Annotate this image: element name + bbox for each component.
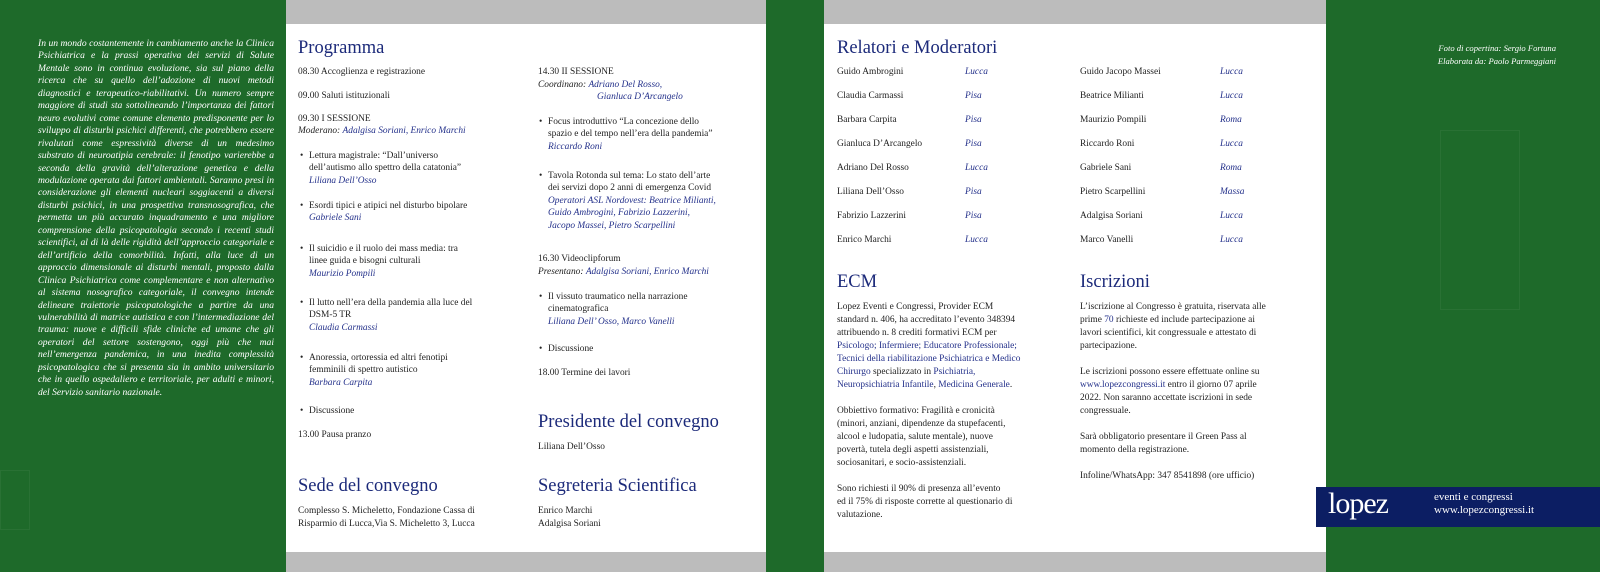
sede-title: Sede del convegno: [298, 476, 438, 496]
ecm-connector: .: [1009, 380, 1013, 390]
bullet-text: • Focus introduttivo “La concezione dello: [548, 117, 699, 127]
speaker-row-name: Barbara Carpita: [837, 115, 897, 125]
ecm-objective: sociosanitari, e socio-assistenziali.: [837, 458, 967, 468]
speaker-row-city: Pisa: [965, 91, 982, 101]
speaker-row-name: Claudia Carmassi: [837, 91, 904, 101]
speaker-name: Operatori ASL Nordovest: Beatrice Milianti,: [548, 195, 716, 206]
bullet-text: cinematografica: [548, 304, 609, 315]
schedule-item: 13.00 Pausa pranzo: [298, 430, 372, 440]
iscrizioni-text: [1080, 314, 1255, 326]
speaker-name: Barbara Carpita: [309, 377, 373, 388]
bullet-text: linee guida e bisogni culturali: [309, 256, 421, 267]
ecm-requirement: valutazione.: [837, 510, 883, 520]
speaker-name: Liliana Dell’Osso: [309, 175, 377, 186]
speaker-row-name: Enrico Marchi: [837, 235, 892, 245]
ecm-text: Lopez Eventi e Congressi, Provider ECM: [837, 302, 994, 312]
ecm-profession: Psicologo;: [837, 341, 879, 351]
ecm-objective: povertà, tutela degli aspetti assistenziali,: [837, 445, 989, 455]
presenters-label: Presentano:: [538, 267, 584, 277]
speaker-row-name: Fabrizio Lazzerini: [837, 211, 906, 221]
bullet-text: • Lettura magistrale: “Dall’universo: [309, 151, 439, 161]
ecm-requirement: Sono richiesti il 90% di presenza all’evento: [837, 484, 1001, 494]
logo-line: www.lopezcongressi.it: [1434, 503, 1535, 516]
decorative-frame: [0, 470, 30, 530]
bullet-text: femminili di spettro autistico: [309, 365, 418, 376]
photo-credits: [1438, 42, 1556, 67]
schedule-item: 08.30 Accoglienza e registrazione: [298, 67, 426, 77]
iscrizioni-title: Iscrizioni: [1080, 272, 1150, 292]
speaker-name: Gabriele Sani: [309, 213, 362, 224]
credit-line: Elaborata da: Paolo Parmeggiani: [1437, 55, 1556, 66]
speaker-row-name: Adalgisa Soriani: [1080, 211, 1143, 221]
speaker-row-city: Pisa: [965, 115, 982, 125]
speaker-row-city: Roma: [1220, 163, 1242, 173]
schedule-item: 16.30 Videoclipforum: [538, 254, 621, 264]
iscrizioni-text: Sarà obbligatorio presentare il Green Pass al: [1080, 432, 1247, 442]
bullet-text: DSM-5 TR: [309, 310, 352, 321]
center-green-strip: [766, 0, 824, 572]
speaker-row-name: Liliana Dell’Osso: [837, 187, 904, 197]
program-bullet: [548, 343, 593, 355]
speaker-row-name: Maurizio Pompili: [1080, 115, 1147, 125]
speaker-row-city: Lucca: [1220, 139, 1243, 149]
bullet-text: • Discussione: [309, 406, 355, 416]
coordinators-label: Coordinano:: [538, 80, 587, 90]
speaker-row-city: Lucca: [1220, 211, 1243, 221]
coordinators-name: Gianluca D’Arcangelo: [597, 92, 683, 102]
bullet-text: • Il lutto nell’era della pandemia alla luce del: [309, 298, 473, 308]
bullet-text: • Anoressia, ortoressia ed altri fenotipi: [309, 353, 448, 363]
ecm-text: [837, 366, 975, 378]
moderators-line: [298, 125, 466, 137]
presenters-names: Adalgisa Soriani, Enrico Marchi: [585, 267, 709, 277]
program-bullet: [309, 297, 472, 334]
bullet-text: • Il suicidio e il ruolo dei mass media: tra: [309, 244, 458, 254]
intro-paragraph: In un mondo costantemente in cambiamento anche la Clinica Psichiatrica e la prassi operativa dei servizi di Salute Mentale sono in continua evoluzione, sia sul piano della ricerca che su quello dell’adozione di nuovi metodi diagnostici e terapeutico-riabilitativi. Un numero sempre maggiore di studi sta sottolineando l’importanza dei fattori neuro evolutivi come comune elemento predisponente per lo sviluppo di disturbi psichici differenti, che potrebbero essere rivalutati come espressività diverse di un medesimo substrato di neuroatipia cerebrale: il fenotipo varierebbe a seconda della gravità dell’alterazione genetica e della modulazione operata dai fattori ambientali. Saranno presi in considerazione gli elementi nucleari soggiacenti a diversi disturbi psichici, in una prospettiva transnosografica, che permetta un più accurato inquadramento e una migliore comprensione della psicopatologia secondo i recenti studi scientifici, al di là delle rigidità dell’approccio categoriale e dell’artificio della comorbilità. Infatti, alla luce di un approccio dimensionale ai disturbi mentali, proposto dalla Clinica Psichiatrica come complementare e non alternativo al sistema nosografico categoriale, il convegno intende delineare traiettorie psicopatologiche a partire da una vulnerabilità di matrice autistica e con l’intermediazione del trauma: nuove e difficili sfide cliniche ed umane che gli operatori del settore sostengono, oggi più che mai nell’emergenza pandemica, in una inedita complessità psicopatologica che si presenta sia in ambito universitario che in quello ospedaliero e territoriale, per adulti e minori, del Servizio sanitario nazionale.: [38, 38, 274, 398]
ecm-specialty: Psichiatria,: [933, 367, 976, 377]
iscrizioni-fragment: richieste ed include partecipazione ai: [1113, 315, 1255, 325]
speaker-row-city: Massa: [1220, 187, 1245, 197]
ecm-requirement: ed il 75% di risposte corrette al questionario di: [837, 497, 1013, 507]
speaker-row-name: Riccardo Roni: [1080, 139, 1135, 149]
ecm-text: standard n. 406, ha accreditato l’evento 348394: [837, 315, 1016, 325]
segreteria-title: Segreteria Scientifica: [538, 476, 697, 496]
logo-line: eventi e congressi: [1434, 491, 1513, 503]
program-bullet: [309, 200, 467, 225]
speaker-row-name: Adriano Del Rosso: [837, 163, 909, 173]
bullet-text: • Il vissuto traumatico nella narrazione: [548, 292, 688, 302]
speaker-row-city: Lucca: [965, 235, 988, 245]
moderators-names: Adalgisa Soriani, Enrico Marchi: [342, 126, 466, 136]
speaker-name: Riccardo Roni: [548, 141, 603, 152]
credit-line: Foto di copertina: Sergio Fortuna: [1438, 43, 1556, 53]
infoline: Infoline/WhatsApp: 347 8541898 (ore ufficio): [1080, 471, 1255, 481]
programma-title: Programma: [298, 38, 385, 58]
session-heading: 14.30 II SESSIONE: [538, 67, 614, 77]
speaker-row-city: Pisa: [965, 139, 982, 149]
program-page: [286, 24, 766, 552]
bullet-text: dell’autismo allo spettro della catatonia”: [309, 163, 462, 174]
ecm-text: [837, 340, 1017, 352]
speaker-row-city: Lucca: [965, 67, 988, 77]
presidente-title: Presidente del convegno: [538, 412, 719, 432]
speaker-row-name: Gianluca D’Arcangelo: [837, 139, 923, 149]
schedule-item: 09.00 Saluti istituzionali: [298, 91, 390, 101]
sede-address: Complesso S. Micheletto, Fondazione Cassa di: [298, 506, 475, 516]
program-bullet: [548, 170, 716, 232]
ecm-objective: (minori, anziani, dipendenze da stupefacenti,: [837, 419, 1006, 429]
speaker-row-city: Lucca: [965, 163, 988, 173]
speaker-row-name: Guido Ambrogini: [837, 67, 904, 77]
iscrizioni-fragment: entro il giorno 07 aprile: [1165, 380, 1257, 390]
ecm-objective: Obbiettivo formativo: Fragilità e cronicità: [837, 406, 995, 416]
speaker-name: Claudia Carmassi: [309, 322, 378, 333]
program-bullet: [309, 243, 458, 280]
iscrizioni-text: lavori scientifici, kit congressuale e attestato di: [1080, 328, 1257, 338]
sede-address: Risparmio di Lucca,Via S. Micheletto 3, Lucca: [298, 519, 475, 529]
speaker-row-name: Gabriele Sani: [1080, 163, 1132, 173]
program-bullet: [548, 116, 713, 153]
iscrizioni-text: [1080, 379, 1257, 391]
ecm-connector: ,: [933, 380, 939, 390]
lopez-logo[interactable]: [1316, 487, 1600, 527]
iscrizioni-text: congressuale.: [1080, 406, 1131, 416]
moderators-label: Moderano:: [298, 126, 341, 136]
iscrizioni-count: 70: [1104, 315, 1114, 325]
website-link[interactable]: www.lopezcongressi.it: [1080, 380, 1166, 390]
ecm-profession: Tecnici della riabilitazione Psichiatrica e Medico: [837, 354, 1021, 364]
schedule-item: 18.00 Termine dei lavori: [538, 368, 631, 378]
program-bullet: [309, 352, 448, 389]
session-heading: 09.30 I SESSIONE: [298, 114, 371, 124]
speaker-name: Maurizio Pompili: [309, 268, 376, 279]
logo-tagline: [1434, 491, 1534, 516]
segreteria-name: Adalgisa Soriani: [538, 519, 601, 529]
decorative-frame: [1440, 130, 1520, 310]
presenters-line: [538, 266, 709, 278]
ecm-text: attribuendo n. 8 crediti formativi ECM per: [837, 328, 997, 338]
ecm-profession: Educatore Professionale;: [923, 341, 1017, 351]
iscrizioni-text: L’iscrizione al Congresso è gratuita, riservata alle: [1080, 302, 1266, 312]
ecm-specialty: Medicina Generale: [938, 380, 1010, 390]
presidente-name: Liliana Dell’Osso: [538, 442, 605, 452]
speaker-row-city: Lucca: [1220, 235, 1243, 245]
speaker-row-city: Roma: [1220, 115, 1242, 125]
iscrizioni-text: momento della registrazione.: [1080, 445, 1190, 455]
speaker-row-city: Lucca: [1220, 91, 1243, 101]
speaker-row-city: Pisa: [965, 211, 982, 221]
speaker-row-name: Beatrice Milianti: [1080, 91, 1144, 101]
coordinators-line: [538, 79, 662, 91]
speaker-name: Jacopo Massei, Pietro Scarpellini: [548, 220, 676, 231]
ecm-profession: Infermiere;: [878, 341, 924, 351]
speaker-row-city: Lucca: [1220, 67, 1243, 77]
ecm-text: [837, 379, 1012, 391]
relatori-title: Relatori e Moderatori: [837, 38, 998, 58]
ecm-objective: alcool e ludopatia, salute mentale), nuove: [837, 432, 993, 442]
segreteria-name: Enrico Marchi: [538, 506, 593, 516]
ecm-connector: specializzato in: [870, 367, 934, 377]
ecm-profession: Chirurgo: [837, 367, 871, 377]
bullet-text: spazio e del tempo nell’era della pandemia”: [548, 129, 713, 140]
coordinators-name: Adriano Del Rosso,: [588, 80, 663, 90]
bullet-text: • Esordi tipici e atipici nel disturbo bipolare: [309, 201, 468, 211]
iscrizioni-fragment: prime: [1080, 315, 1105, 325]
speaker-row-name: Pietro Scarpellini: [1080, 187, 1146, 197]
ecm-specialty: Neuropsichiatria Infantile: [837, 380, 934, 390]
speaker-row-city: Pisa: [965, 187, 982, 197]
program-bullet: [548, 291, 688, 328]
bullet-text: • Discussione: [548, 344, 594, 354]
program-bullet: [309, 150, 461, 187]
speaker-name: Liliana Dell’ Osso, Marco Vanelli: [548, 316, 675, 327]
speaker-name: Guido Ambrogini, Fabrizio Lazzerini,: [548, 208, 690, 219]
ecm-title: ECM: [837, 272, 878, 292]
iscrizioni-text: 2022. Non saranno accettate iscrizioni in sede: [1080, 393, 1253, 403]
bullet-text: dei servizi dopo 2 anni di emergenza Covid: [548, 183, 712, 194]
iscrizioni-text: Le iscrizioni possono essere effettuate online su: [1080, 367, 1260, 377]
speaker-row-name: Guido Jacopo Massei: [1080, 67, 1161, 77]
program-bullet: [309, 405, 354, 417]
speaker-row-name: Marco Vanelli: [1080, 235, 1134, 245]
logo-wordmark: lopez: [1328, 487, 1388, 520]
iscrizioni-text: partecipazione.: [1080, 341, 1137, 351]
bullet-text: • Tavola Rotonda sul tema: Lo stato dell’arte: [548, 171, 711, 181]
